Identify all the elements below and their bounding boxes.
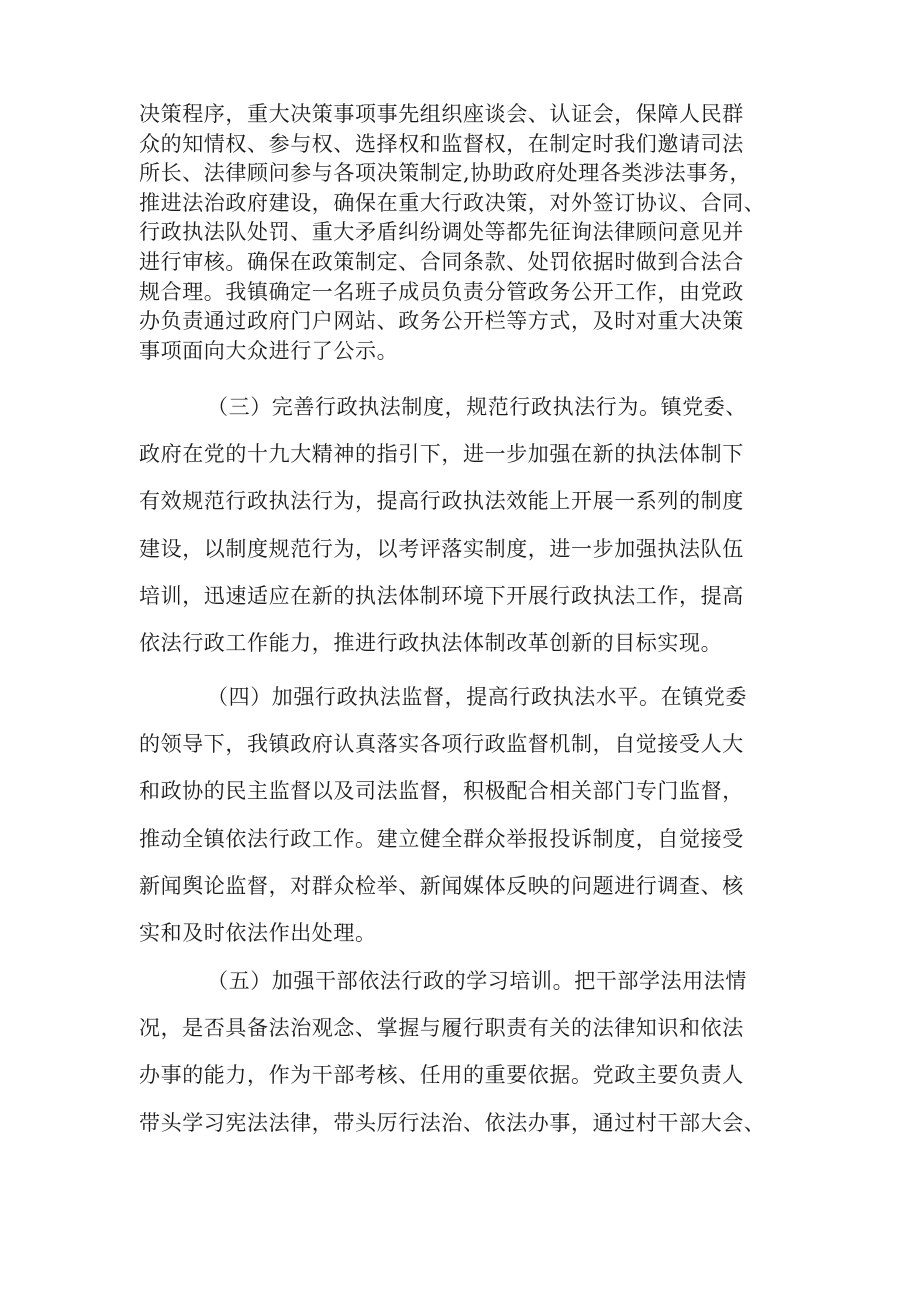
- text-line: 有效规范行政执法行为，提高行政执法效能上开展一系列的制度: [139, 489, 744, 514]
- text-line: 带头学习宪法法律，带头厉行法治、依法办事，通过村干部大会、: [139, 1110, 766, 1135]
- text-line: 行政执法队处罚、重大矛盾纠纷调处等都先征询法律顾问意见并: [139, 220, 744, 245]
- text-line: 规合理。我镇确定一名班子成员负责分管政务公开工作，由党政: [139, 279, 744, 304]
- text-line: 和政协的民主监督以及司法监督，积极配合相关部门专门监督，: [139, 779, 744, 804]
- text-line: 培训，迅速适应在新的执法体制环境下开展行政执法工作，提高: [139, 583, 744, 608]
- paragraph-decision-procedure: [139, 100, 799, 366]
- text-line: 政府在党的十九大精神的指引下，进一步加强在新的执法体制下: [139, 442, 744, 467]
- text-line: 进行审核。确保在政策制定、合同条款、处罚依据时做到合法合: [139, 249, 744, 274]
- text-line: 推进法治政府建设，确保在重大行政决策，对外签订协议、合同、: [139, 190, 766, 215]
- paragraph-section-5: [139, 958, 799, 1147]
- section-4-heading-line: （四）加强行政执法监督，提高行政执法水平。在镇党委: [207, 685, 747, 709]
- text-line: 办负责通过政府门户网站、政务公开栏等方式，及时对重大决策: [139, 309, 744, 334]
- paragraph-section-4: [139, 674, 799, 957]
- section-5-heading-line: （五）加强干部依法行政的学习培训。把干部学法用法情: [207, 969, 747, 993]
- text-line: 新闻舆论监督，对群众检举、新闻媒体反映的问题进行调查、核: [139, 873, 744, 898]
- text-line: 推动全镇依法行政工作。建立健全群众举报投诉制度，自觉接受: [139, 826, 744, 851]
- text-line: 的领导下，我镇政府认真落实各项行政监督机制，自觉接受人大: [139, 732, 744, 757]
- text-line: 依法行政工作能力，推进行政执法体制改革创新的目标实现。: [139, 630, 723, 655]
- section-3-heading-line: （三）完善行政执法制度，规范行政执法行为。镇党委、: [207, 395, 747, 419]
- text-line: 建设，以制度规范行为，以考评落实制度，进一步加强执法队伍: [139, 536, 744, 561]
- text-line: 实和及时依法作出处理。: [139, 920, 377, 945]
- paragraph-section-3: [139, 384, 799, 667]
- text-line: 决策程序，重大决策事项事先组织座谈会、认证会，保障人民群: [139, 102, 744, 126]
- text-line: 事项面向大众进行了公示。: [139, 338, 399, 363]
- text-line: 所长、法律顾问参与各项决策制定,协助政府处理各类涉法事务，: [139, 161, 752, 186]
- text-line: 众的知情权、参与权、选择权和监督权，在制定时我们邀请司法: [139, 131, 744, 156]
- text-line: 况，是否具备法治观念、掌握与履行职责有关的法律知识和依法: [139, 1016, 744, 1041]
- text-line: 办事的能力，作为干部考核、任用的重要依据。党政主要负责人: [139, 1063, 744, 1088]
